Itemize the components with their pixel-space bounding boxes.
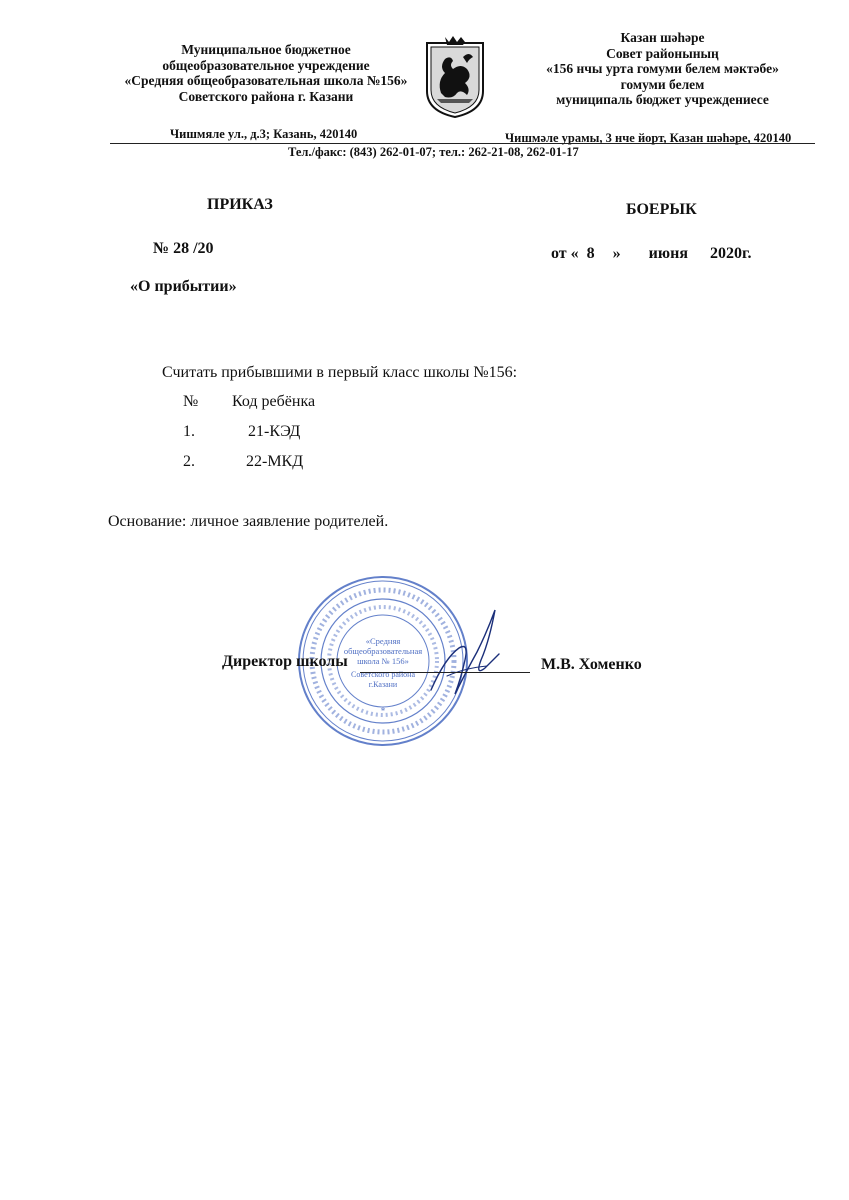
header-org-name-ru bbox=[96, 42, 436, 104]
date-day: 8 bbox=[586, 245, 595, 262]
address-tt: Чишмәле урамы, 3 нче йорт, Казан шәһәре, 420140 bbox=[505, 131, 792, 145]
table-row-code: 22-МКД bbox=[246, 453, 304, 470]
table-row-number: 1. bbox=[183, 423, 195, 440]
table-header-number: № bbox=[183, 393, 199, 410]
date-close: » bbox=[612, 245, 621, 262]
order-title-tt: БОЕРЫК bbox=[626, 201, 697, 218]
table-row-number: 2. bbox=[183, 453, 195, 470]
address-ru: Чишмяле ул., д.3; Казань, 420140 bbox=[170, 127, 358, 141]
table-row-code: 21-КЭД bbox=[248, 423, 301, 440]
header-right-line: Казан шәһәре bbox=[620, 30, 705, 45]
svg-text:г.Казани: г.Казани bbox=[368, 680, 398, 689]
order-number: № 28 /20 bbox=[153, 240, 214, 257]
order-date bbox=[551, 245, 751, 263]
order-title-ru: ПРИКАЗ bbox=[207, 196, 273, 213]
basis-text: Основание: личное заявление родителей. bbox=[108, 513, 389, 530]
phone-numbers: Тел./факс: (843) 262-01-07; тел.: 262-21-08, 262-01-17 bbox=[288, 145, 579, 159]
table-header-code: Код ребёнка bbox=[232, 393, 316, 410]
svg-text:общеобразовательная: общеобразовательная bbox=[343, 646, 423, 656]
header-org-name-tt bbox=[520, 30, 805, 108]
signature-name: М.В. Хоменко bbox=[541, 656, 642, 673]
date-month: июня bbox=[648, 245, 688, 262]
header-right-line: «156 нчы урта гомуми белем мәктәбе» bbox=[546, 61, 779, 76]
svg-text:Советского района: Советского района bbox=[351, 670, 415, 679]
signature-line bbox=[360, 672, 530, 673]
handwritten-signature bbox=[425, 598, 505, 708]
intro-text: Считать прибывшими в первый класс школы №156: bbox=[162, 364, 518, 381]
header-right-line: муниципаль бюджет учреждениесе bbox=[556, 92, 769, 107]
header-right-line: гомуми белем bbox=[620, 76, 705, 92]
svg-text:*: * bbox=[380, 706, 386, 716]
date-prefix: от « bbox=[551, 245, 579, 262]
svg-text:школа № 156»: школа № 156» bbox=[357, 656, 409, 666]
kazan-coat-of-arms-icon bbox=[423, 33, 487, 119]
order-subject: «О прибытии» bbox=[130, 278, 237, 295]
header-left-line: Муниципальное бюджетное bbox=[181, 42, 351, 57]
header-divider bbox=[110, 143, 815, 144]
header-right-line: Совет районының bbox=[606, 45, 719, 61]
date-year: 2020г. bbox=[709, 245, 752, 262]
signature-role: Директор школы bbox=[222, 653, 348, 670]
header-left-line: Советского района г. Казани bbox=[178, 88, 354, 104]
header-left-line: общеобразовательное учреждение bbox=[162, 57, 370, 73]
header-left-line: «Средняя общеобразовательная школа №156» bbox=[124, 73, 408, 88]
svg-text:«Средняя: «Средняя bbox=[365, 636, 401, 646]
